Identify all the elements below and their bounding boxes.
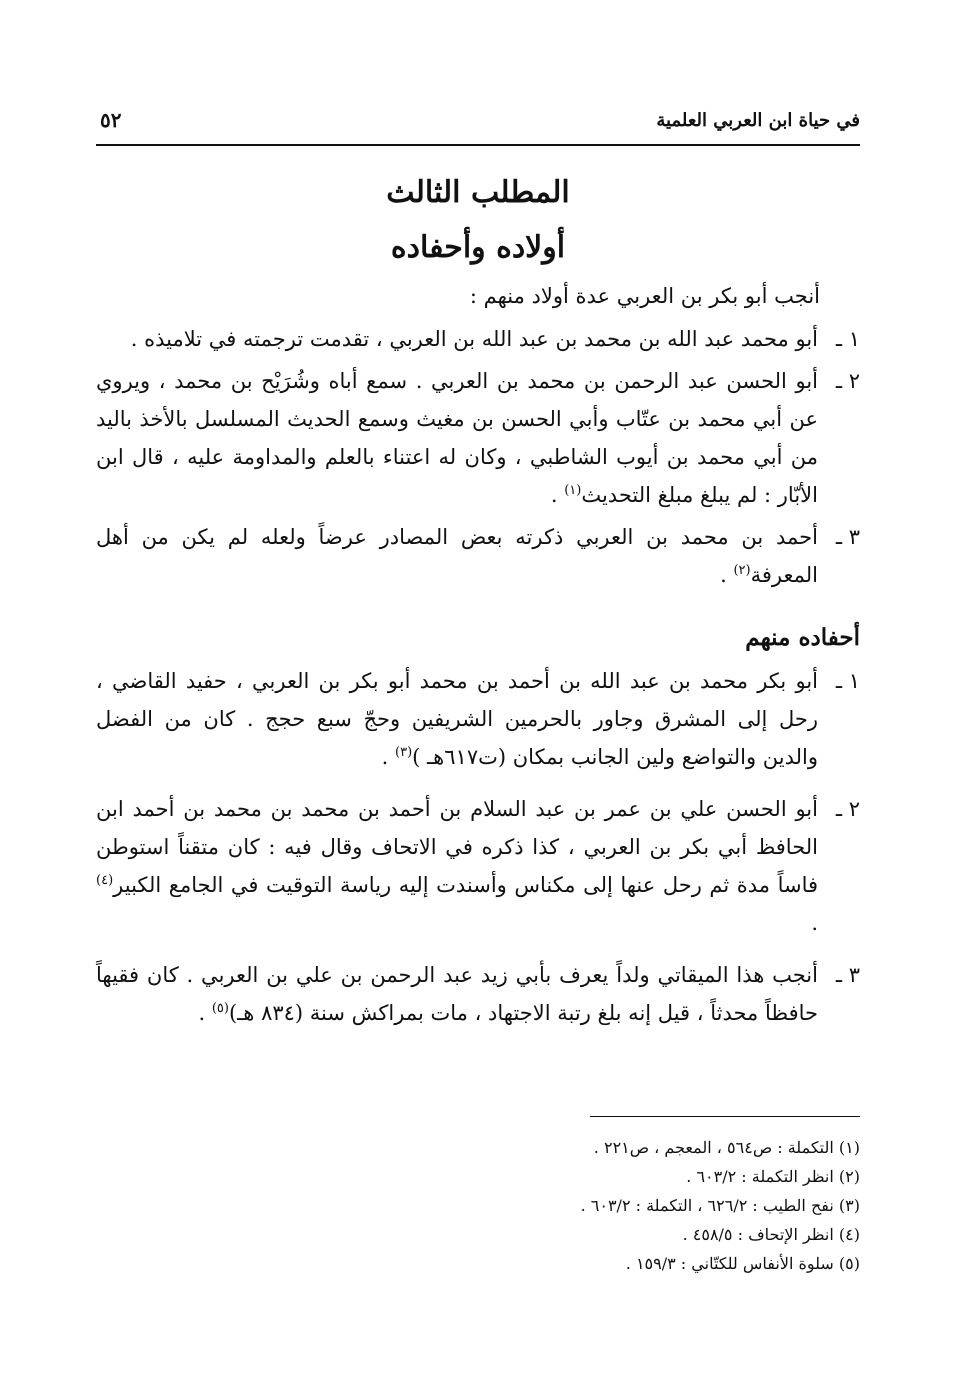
children-list [96, 320, 860, 594]
item-text [96, 518, 818, 594]
grandchildren-heading: أحفاده منهم [745, 624, 860, 651]
item-tail: . [381, 745, 396, 769]
item-number: ١ ـ [835, 669, 860, 693]
item-text [96, 790, 818, 942]
running-title: في حياة ابن العربي العلمية [656, 110, 860, 131]
item-text [96, 956, 818, 1032]
list-item [96, 320, 860, 358]
item-tail: . [550, 483, 565, 507]
section-subtitle: أولاده وأحفاده [390, 230, 566, 265]
body-text [96, 278, 860, 1046]
intro-paragraph: أنجب أبو بكر بن العربي عدة أولاد منهم : [469, 284, 820, 308]
list-item [96, 518, 860, 594]
item-tail: . [720, 563, 734, 587]
footnote-divider [590, 1116, 860, 1117]
item-body: أنجب هذا الميقاتي ولداً يعرف بأبي زيد عبد الرحمن بن علي بن العربي . كان فقيهاً حافظاً محدثاً ، قيل إنه بلغ رتبة الاجتهاد ، مات بمراكش سنة (٨٣٤ هـ) [96, 963, 818, 1025]
footnote: (٥) سلوة الأنفاس للكتّاني : ١٥٩/٣ . [625, 1254, 860, 1273]
footnote: (٢) انظر التكملة : ٦٠٣/٢ . [686, 1167, 860, 1186]
item-text [96, 320, 818, 358]
list-item [96, 790, 860, 942]
item-number: ٣ ـ [835, 963, 860, 987]
footnote: (٤) انظر الإتحاف : ٤٥٨/٥ . [682, 1225, 860, 1244]
footnote-marker[interactable]: (٤) [96, 873, 114, 888]
page-header [96, 100, 860, 146]
item-body: أبو بكر محمد بن عبد الله بن أحمد بن محمد أبو بكر بن العربي ، حفيد القاضي ، رحل إلى المشرق وجاور بالحرمين الشريفين وحجّ سبع حجج . كان من الفضل والدين والتواضع ولين الجانب بمكان (ت٦١٧هـ ) [96, 669, 818, 769]
footnote-marker[interactable]: (٥) [211, 1001, 229, 1016]
item-number: ١ ـ [835, 327, 860, 351]
footnote: (٣) نفح الطيب : ٦٢٦/٢ ، التكملة : ٦٠٣/٢ . [580, 1196, 860, 1215]
footnote-marker[interactable]: (٣) [395, 745, 413, 760]
item-body: أحمد بن محمد بن العربي ذكرته بعض المصادر عرضاً ولعله لم يكن من أهل المعرفة [96, 525, 818, 587]
footnote-marker[interactable]: (١) [564, 483, 582, 498]
item-tail: . [198, 1001, 212, 1025]
item-number: ٢ ـ [835, 369, 860, 393]
list-item [96, 362, 860, 514]
item-text [96, 662, 818, 776]
item-number: ٢ ـ [835, 797, 860, 821]
footnotes [96, 1116, 860, 1278]
section-titles [96, 168, 860, 278]
list-item [96, 956, 860, 1032]
item-body: أبو محمد عبد الله بن محمد بن عبد الله بن العربي ، تقدمت ترجمته في تلاميذه . [130, 327, 818, 351]
section-title: المطلب الثالث [386, 175, 570, 210]
item-body: أبو الحسن عبد الرحمن بن محمد بن العربي . سمع أباه وشُرَيْح بن محمد ، ويروي عن أبي محمد بن عتّاب وأبي الحسن بن مغيث وسمع الحديث المسلسل بالأخذ باليد من أبي محمد بن أيوب الشاطبي ، وكان له اعتناء بالعلم والمداومة عليه ، قال ابن الأبّار : لم يبلغ مبلغ التحديث [96, 369, 818, 507]
item-number: ٣ ـ [835, 525, 860, 549]
grandchildren-list [96, 662, 860, 1032]
footnote-marker[interactable]: (٢) [733, 563, 751, 578]
item-tail: . [811, 911, 818, 935]
item-text [96, 362, 818, 514]
page-number: ٥٢ [100, 108, 122, 132]
list-item [96, 662, 860, 776]
footnote: (١) التكملة : ص٥٦٤ ، المعجم ، ص٢٢١ . [593, 1138, 860, 1157]
item-body: أبو الحسن علي بن عمر بن عبد السلام بن أحمد بن محمد بن محمد بن أحمد ابن الحافظ أبي بكر بن العربي ، كذا ذكره في الاتحاف وقال فيه : كان متقناً استوطن فاساً مدة ثم رحل عنها إلى مكناس وأسندت إليه رياسة التوقيت في الجامع الكبير [96, 797, 818, 897]
